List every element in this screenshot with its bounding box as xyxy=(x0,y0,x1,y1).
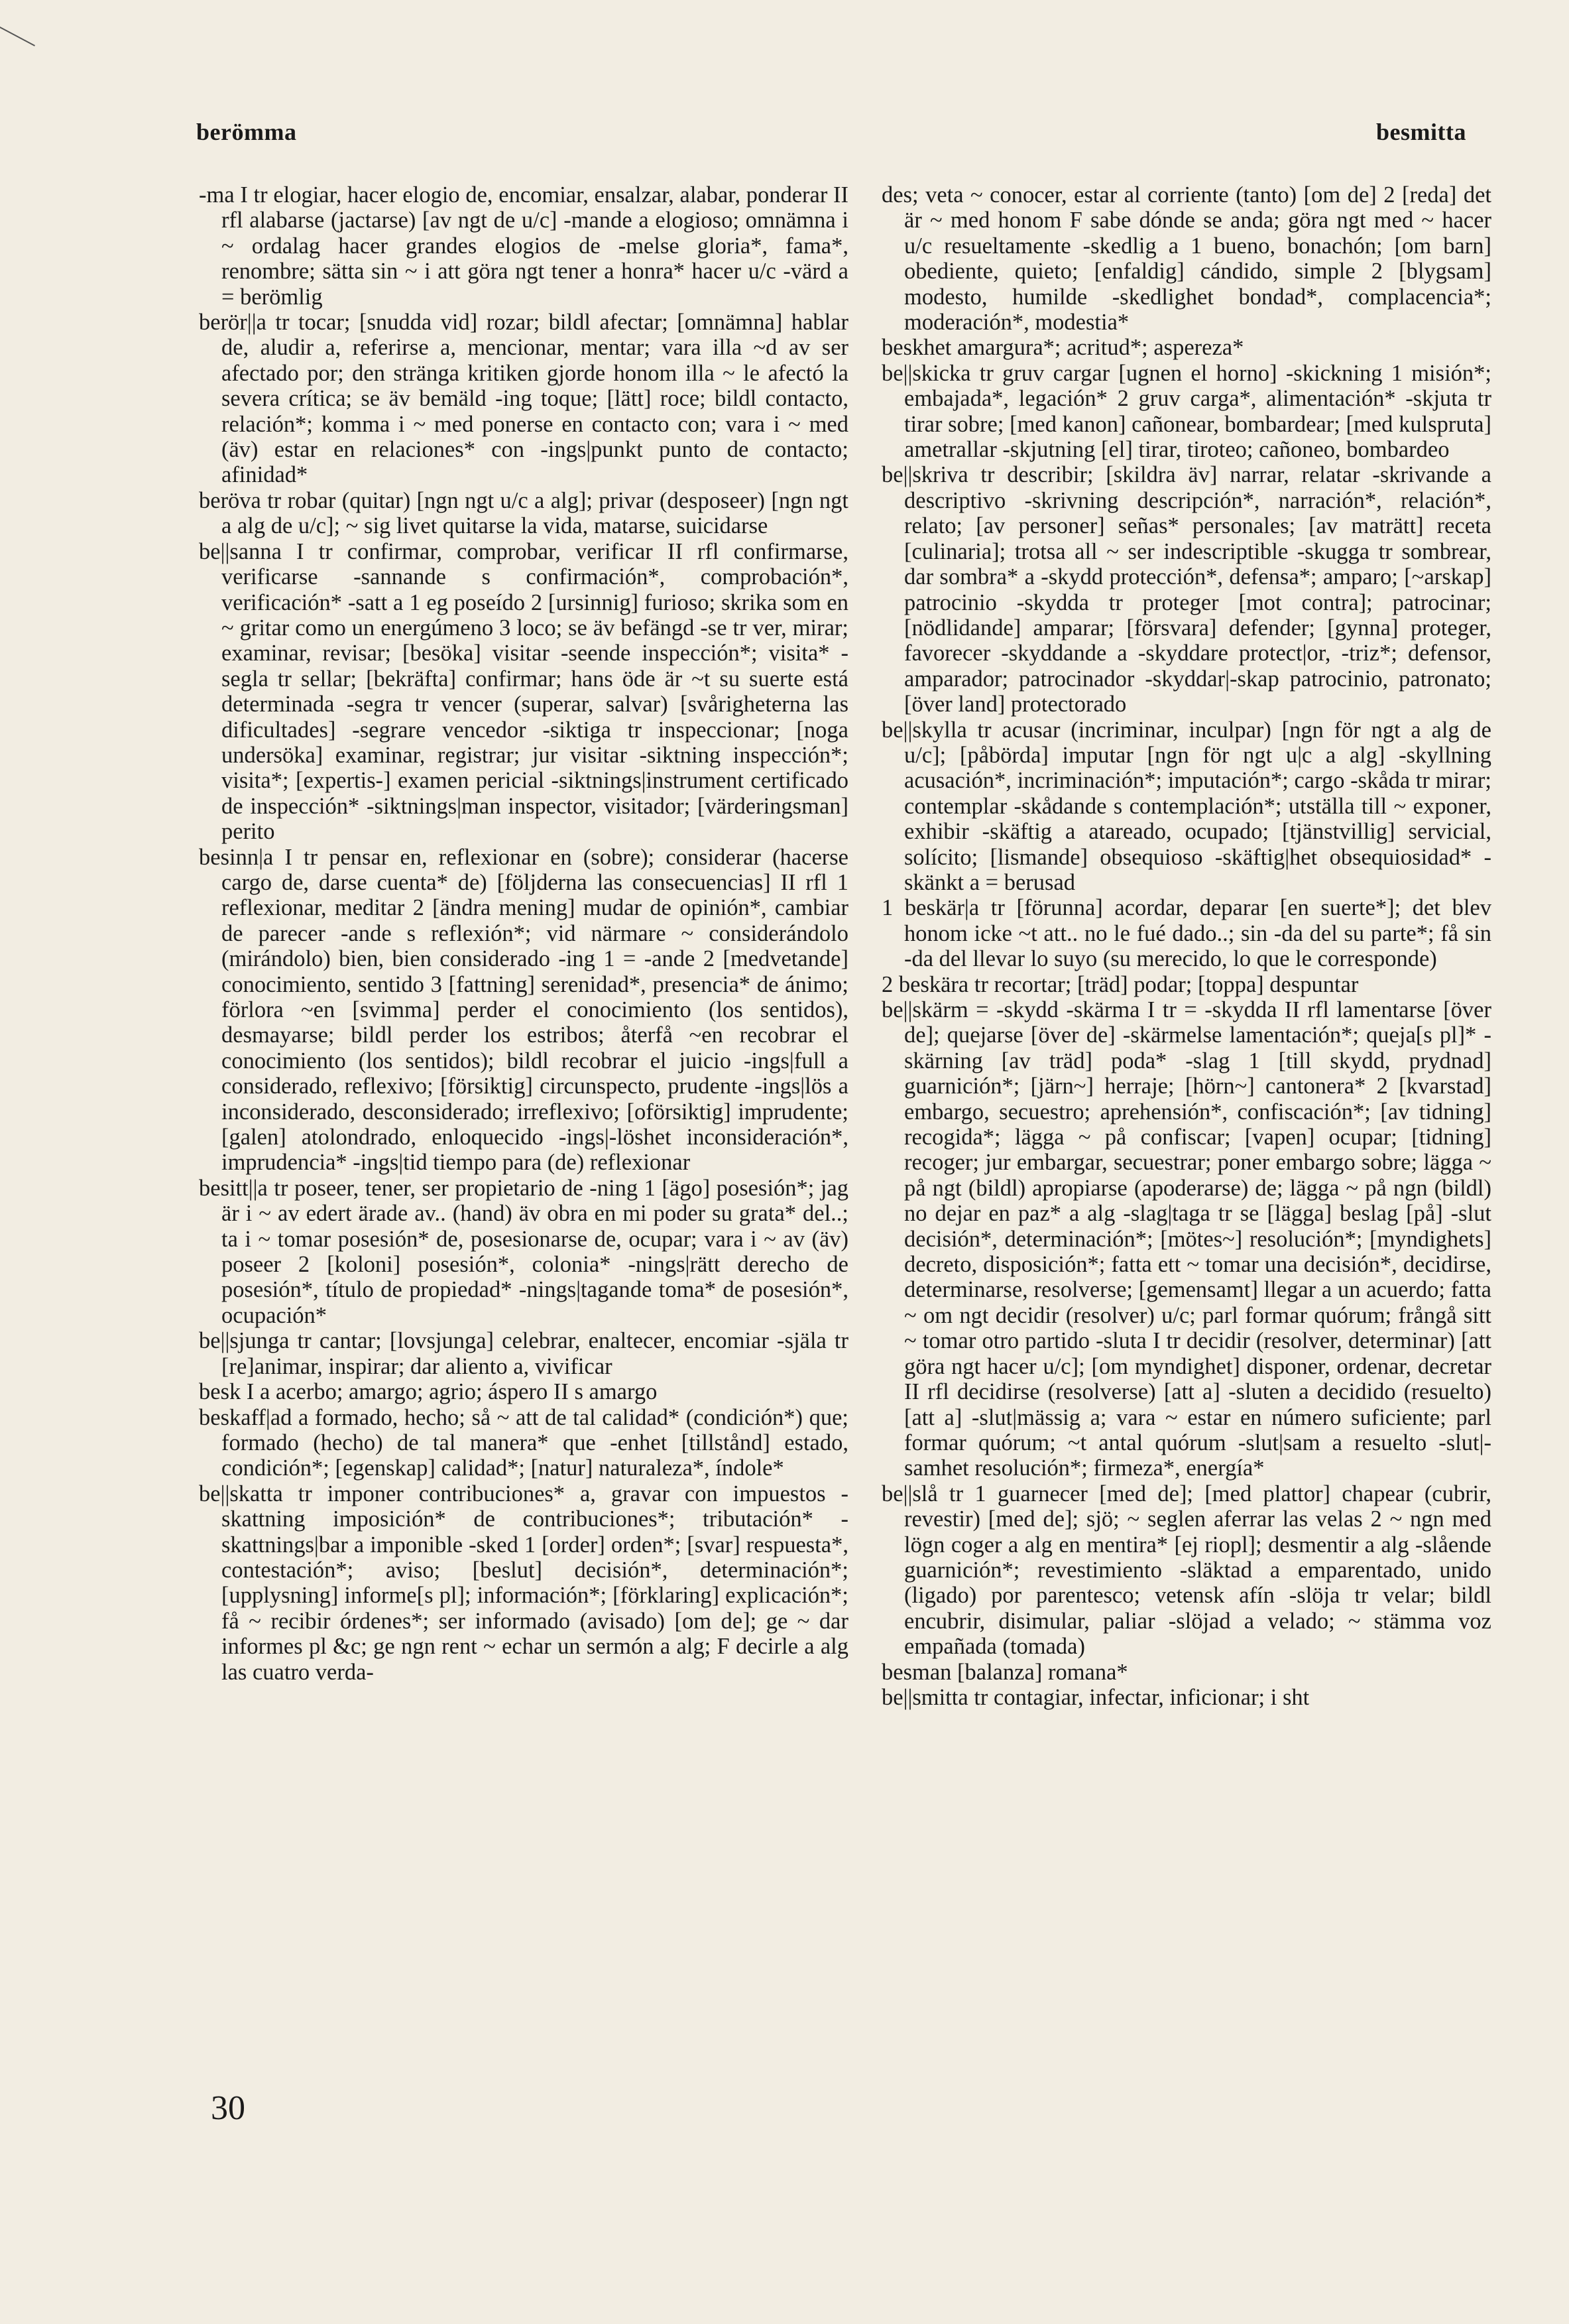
corner-crop-mark xyxy=(0,27,35,70)
dictionary-entry: beskhet amargura*; acritud*; aspereza* xyxy=(882,335,1244,361)
dictionary-entry: be||slå tr 1 guarnecer [med de]; [med plattor] chapear (cubrir, revestir) [med de]; sjö; ~ seglen aferrar las velas 2 ~ ngn med lögn coger a alg en mentira* [ej riopl]; desmentir a alg -slående guarnición*; revestimiento -släktad a emparentado, unido (ligado) por parentesco; vetensk afín -slöja tr velar; bildl encubrir, disimular, paliar -slöjad a velado; ~ stämma voz empañada (tomada) xyxy=(882,1481,1491,1660)
dictionary-entry: be||skriva tr describir; [skildra äv] narrar, relatar -skrivande a descriptivo -skrivning descripción*, narración*, relación*, relato; [av personer] señas* personales; [av maträtt] receta [culinaria]; trotsa all ~ ser indescriptible -skugga tr sombrear, dar sombra* a -skydd protección*, defensa*; amparo; [~arskap] patrocinio -skydda tr proteger [mot contra]; patrocinar; [nödlidande] amparar; [försvara] defender; [gynna] proteger, favorecer -skyddande a -skyddare protect|or, -triz*; defensor, amparador; patrocinador -skyddar|-skap patrocinio, patronato; [över land] protectorado xyxy=(882,462,1491,717)
dictionary-entry: besinn|a I tr pensar en, reflexionar en (sobre); considerar (hacerse cargo de, darse cuenta* de) [följderna las consecuencias] II rfl 1 reflexionar, meditar 2 [ändra mening] mudar de opinión*, cambiar de parecer -ande s reflexión*; vid närmare ~ considerándolo (mirándolo) bien, bien considerado -ing 1 = -ande 2 [medvetande] conocimiento, sentido 3 [fattning] serenidad*, presencia* de ánimo; förlora ~en [svimma] perder el conocimiento (los sentidos), desmayarse; bildl perder los estribos; återfå ~en recobrar el conocimiento (los sentidos); bildl recobrar el juicio -ings|full a considerado, reflexivo; [försiktig] circunspecto, prudente -ings|lös a inconsiderado, desconsiderado; irreflexivo; [oförsiktig] imprudente; [galen] atolondrado, enloquecido -ings|-löshet inconsideración*, imprudencia* -ings|tid tiempo para (de) reflexionar xyxy=(199,844,848,1176)
dictionary-entry: des; veta ~ conocer, estar al corriente (tanto) [om de] 2 [reda] det är ~ med honom F sabe dónde se anda; göra ngt med ~ hacer u/c resueltamente -skedlig a 1 bueno, bonachón; [om barn] obediente, quieto; [enfaldig] cándido, simple 2 [blygsam] modesto, humilde -skedlighet bondad*, complacencia*; moderación*, modestia* xyxy=(882,182,1491,336)
dictionary-entry: berör||a tr tocar; [snudda vid] rozar; bildl afectar; [omnämna] hablar de, aludir a, referirse a, mencionar, mentar; vara illa ~d av ser afectado por; den stränga kritiken gjorde honom illa ~ le afectó la severa crítica; se äv bemäld -ing toque; [lätt] roce; bildl contacto, relación*; komma i ~ med ponerse en contacto con; vara i ~ med (äv) estar en relaciones* con -ings|punkt punto de contacto; afinidad* xyxy=(199,310,848,488)
dictionary-entry: be||skicka tr gruv cargar [ugnen el horno] -skickning 1 misión*; embajada*, legación* 2 gruv carga*, alimentación* -skjuta tr tirar sobre; [med kanon] cañonear, bombardear; [med kulspruta] ametrallar -skjutning [el] tirar, tiroteo; cañoneo, bombardeo xyxy=(882,360,1491,463)
dictionary-entry: -ma I tr elogiar, hacer elogio de, encomiar, ensalzar, alabar, ponderar II rfl alabarse (jactarse) [av ngt de u/c] -mande a elogioso; omnämna i ~ ordalag hacer grandes elogios de -melse gloria*, fama*, renombre; sätta sin ~ i att göra ngt tener a honra* hacer u/c -värd a = berömlig xyxy=(199,182,848,310)
right-column xyxy=(882,182,1491,1710)
dictionary-entry: beskaff|ad a formado, hecho; så ~ att de tal calidad* (condición*) que; formado (hecho) de tal manera* que -enhet [tillstånd] estado, condición*; [egenskap] calidad*; [natur] naturaleza*, índole* xyxy=(199,1404,848,1481)
dictionary-entry: be||skylla tr acusar (incriminar, inculpar) [ngn för ngt a alg de u/c]; [påbörda] imputar [ngn för ngt u|c a alg] -skyllning acusación*, incriminación*; imputación*; cargo -skåda tr mirar; contemplar -skådande s contemplación*; utställa till ~ exponer, exhibir -skäftig a atareado, ocupado; [tjänstvillig] servicial, solícito; [lismande] obsequioso -skäftig|het obsequiosidad* -skänkt a = berusad xyxy=(882,717,1491,895)
dictionary-entry: besman [balanza] romana* xyxy=(882,1659,1128,1685)
dictionary-entry: be||sanna I tr confirmar, comprobar, verificar II rfl confirmarse, verificarse -sannande s confirmación*, comprobación*, verificación* -satt a 1 eg poseído 2 [ursinnig] furioso; skrika som en ~ gritar como un energúmeno 3 loco; se äv befängd -se tr ver, mirar; examinar, revisar; [besöka] visitar -seende inspección*; visita* -segla tr sellar; [bekräfta] confirmar; hans öde är ~t su suerte está determinada -segra tr vencer (superar, salvar) [svårigheterna las dificultades] -segrare vencedor -siktiga tr inspeccionar; [noga undersöka] examinar, registrar; jur visitar -siktning inspección*; visita*; [expertis-] examen pericial -siktnings|instrument certificado de inspección* -siktnings|man inspector, visitador; [värderingsman] perito xyxy=(199,538,848,845)
running-head-left: berömma xyxy=(196,119,297,145)
dictionary-entry: be||smitta tr contagiar, infectar, inficionar; i sht xyxy=(882,1684,1310,1710)
dictionary-entry: 1 beskär|a tr [förunna] acordar, deparar [en suerte*]; det blev honom icke ~t att.. no le fué dado..; sin -da del su parte*; få sin -da del llevar lo suyo (su merecido, lo que le corresponde) xyxy=(882,895,1491,972)
running-head-right: besmitta xyxy=(1376,119,1466,145)
dictionary-entry: besitt||a tr poseer, tener, ser propietario de -ning 1 [ägo] posesión*; jag är i ~ av edert ärade av.. (hand) äv obra en mi poder su grata* del..; ta i ~ tomar posesión* de, posesionarse de, ocupar; vara i ~ av (äv) poseer 2 [koloni] posesión*, colonia* -nings|rätt derecho de posesión*, título de propiedad* -nings|tagande toma* de posesión*, ocupación* xyxy=(199,1175,848,1328)
left-column xyxy=(199,182,848,1685)
dictionary-entry: be||skatta tr imponer contribuciones* a, gravar con impuestos -skattning imposición* de contribuciones*; tributación* -skattnings|bar a imponible -sked 1 [order] orden*; [svar] respuesta*, contestación*; aviso; [beslut] decisión*, determinación*; [upplysning] informe[s pl]; información*; [förklaring] explicación*; få ~ recibir órdenes*; ser informado (avisado) [om de]; ge ~ dar informes pl &c; ge ngn rent ~ echar un sermón a alg; F decirle a alg las cuatro verda- xyxy=(199,1481,848,1685)
dictionary-entry: be||skärm = -skydd -skärma I tr = -skydda II rfl lamentarse [över de]; quejarse [över de] -skärmelse lamentación*; queja[s pl]* -skärning [av träd] poda* -slag 1 [till skydd, prydnad] guarnición*; [järn~] herraje; [hörn~] cantonera* 2 [kvarstad] embargo, secuestro; aprehensión*, confiscación*; [av tidning] recogida*; lägga ~ på confiscar; [vapen] ocupar; [tidning] recoger; jur embargar, secuestrar; poner embargo sobre; lägga ~ på ngt (bildl) apropiarse (apoderarse) de; lägga ~ på ngn (bildl) no dejar en paz* a alg -slag|taga tr se [lägga] beslag [på] -slut decisión*, determinación*; [mötes~] resolución*; [myndighets] decreto, disposición*; fatta ett ~ tomar una decisión*, decidirse, determinarse, resolverse; [gemensamt] llegar a un acuerdo; fatta ~ om ngt decidir (resolver) u/c; parl formar quórum; frångå sitt ~ tomar otro partido -sluta I tr decidir (resolver, determinar) [att göra ngt hacer u/c]; [om myndighet] disponer, ordenar, decretar II rfl decidirse (resolverse) [att a] -sluten a decidido (resuelto) [att a] -slut|mässig a; vara ~ estar en número suficiente; parl formar quórum; ~t antal quórum -slut|sam a resuelto -slut|-samhet resolución*; firmeza*, energía* xyxy=(882,997,1491,1481)
dictionary-entry: be||sjunga tr cantar; [lovsjunga] celebrar, enaltecer, encomiar -själa tr [re]animar, inspirar; dar aliento a, vivificar xyxy=(199,1328,848,1379)
dictionary-entry: besk I a acerbo; amargo; agrio; áspero II s amargo xyxy=(199,1379,658,1405)
page-number: 30 xyxy=(211,2089,245,2127)
dictionary-entry: 2 beskära tr recortar; [träd] podar; [toppa] despuntar xyxy=(882,971,1359,997)
dictionary-entry: beröva tr robar (quitar) [ngn ngt u/c a alg]; privar (desposeer) [ngn ngt a alg de u/c]; ~ sig livet quitarse la vida, matarse, suicidarse xyxy=(199,487,848,539)
